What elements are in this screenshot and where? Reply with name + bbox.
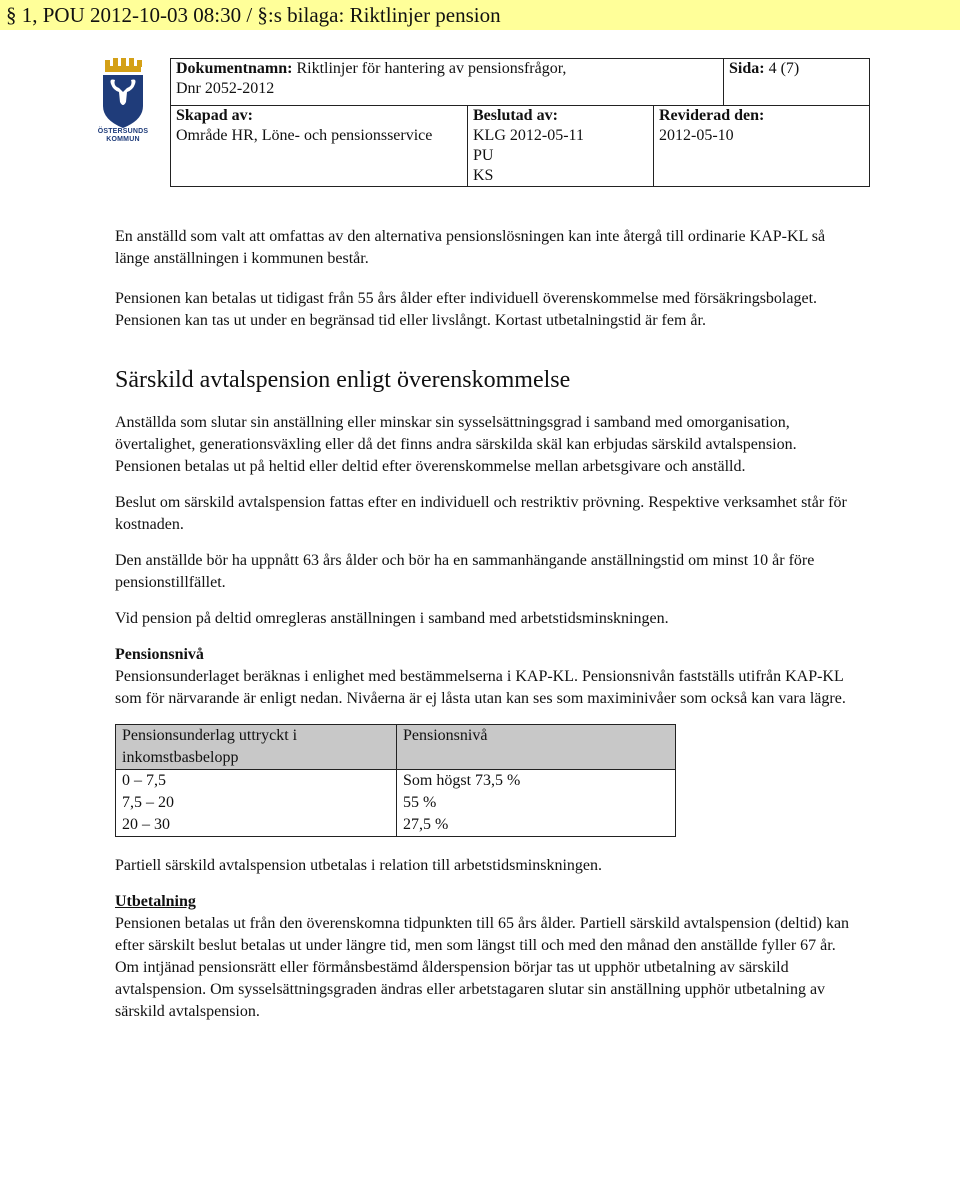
logo-line-1: ÖSTERSUNDS — [97, 128, 149, 135]
level-value: 55 % — [403, 794, 437, 811]
document-name-label: Dokumentnamn: — [176, 60, 293, 77]
paragraph: Partiell särskild avtalspension utbetalas i relation till arbetstidsminskningen. — [115, 857, 603, 874]
decided-by-label: Beslutad av: — [473, 107, 558, 124]
revised-value: 2012-05-10 — [659, 127, 734, 144]
paragraph: Den anställde bör ha uppnått 63 års ålder och bör ha en sammanhängande anställningstid om minst 10 år före pensionstillfället. — [115, 552, 815, 591]
table-cell — [116, 770, 397, 837]
page-cell — [724, 59, 870, 106]
document-title-bar — [0, 0, 960, 30]
paragraph: Anställda som slutar sin anställning eller minskar sin sysselsättningsgrad i samband med omorganisation, övertalighet, generationsväxling eller då det finns andra särskilda skäl kan erbjudas särskild avtalspension. Pensionen betalas ut på heltid eller deltid efter överenskommelse mellan arbetsgivare och anställd. — [115, 414, 797, 475]
subheading-utbetalning: Utbetalning — [115, 893, 196, 910]
table-cell — [397, 770, 676, 837]
decided-by-value: KS — [473, 167, 494, 184]
pension-level-table — [115, 724, 676, 837]
logo-wordmark — [92, 128, 154, 144]
page-label: Sida: — [729, 60, 765, 77]
table-row — [116, 770, 676, 837]
range-value: 20 – 30 — [122, 816, 170, 833]
logo-line-2: KOMMUN — [106, 136, 140, 143]
range-value: 0 – 7,5 — [122, 772, 166, 789]
table-header-row — [116, 725, 676, 770]
document-title: § 1, POU 2012-10-03 08:30 / §:s bilaga: Riktlinjer pension — [6, 3, 501, 27]
decided-by-cell — [468, 106, 654, 187]
revised-label: Reviderad den: — [659, 107, 765, 124]
document-name-value: Riktlinjer för hantering av pensionsfrågor, — [296, 60, 567, 77]
table-header-cell: Pensionsnivå — [397, 725, 676, 770]
paragraph: Pensionen betalas ut från den överenskomna tidpunkten till 65 års ålder. Partiell särskild avtalspension (deltid) kan efter särskilt beslut betalas ut under längre tid, men som längst till och med den månad den anställde fyller 67 år. Om intjänad pensionsrätt eller förmånsbestämd ålderspension börjar tas ut upphör utbetalning av särskild avtalspension. Om sysselsättningsgraden ändras eller arbetstagaren slutar sin anställning upphör utbetalning av särskild avtalspension. — [115, 915, 850, 1020]
level-value: 27,5 % — [403, 816, 449, 833]
document-header-table — [170, 58, 870, 187]
subheading-pensionsniva: Pensionsnivå — [115, 646, 204, 663]
created-by-value: Område HR, Löne- och pensionsservice — [176, 127, 433, 144]
document-name-cell — [171, 59, 724, 106]
created-by-cell — [171, 106, 468, 187]
created-by-label: Skapad av: — [176, 107, 253, 124]
page-value: 4 (7) — [768, 60, 800, 77]
level-value: Som högst 73,5 % — [403, 772, 521, 789]
range-value: 7,5 – 20 — [122, 794, 174, 811]
decided-by-value: KLG 2012-05-11 — [473, 127, 584, 144]
decided-by-value: PU — [473, 147, 494, 164]
table-header-cell: Pensionsunderlag uttryckt i inkomstbasbelopp — [116, 725, 397, 770]
revised-cell — [654, 106, 870, 187]
paragraph: Pensionsunderlaget beräknas i enlighet med bestämmelserna i KAP-KL. Pensionsnivån fastställs utifrån KAP-KL som för närvarande är enligt nedan. Nivåerna är ej låsta utan kan ses som maximinivåer som också kan vara lägre. — [115, 668, 846, 707]
paragraph: Vid pension på deltid omregleras anställningen i samband med arbetstidsminskningen. — [115, 610, 669, 627]
document-body — [115, 226, 855, 1023]
dnr-value: Dnr 2052-2012 — [176, 80, 275, 97]
paragraph: Pensionen kan betalas ut tidigast från 55 års ålder efter individuell överenskommelse med försäkringsbolaget. Pensionen kan tas ut under en begränsad tid eller livslångt. Kortast utbetalningstid är fem år. — [115, 290, 818, 329]
paragraph: En anställd som valt att omfattas av den alternativa pensionslösningen kan inte återgå till ordinarie KAP-KL så länge anställningen i kommunen består. — [115, 228, 826, 267]
section-heading: Särskild avtalspension enligt överenskommelse — [115, 367, 571, 393]
paragraph: Beslut om särskild avtalspension fattas efter en individuell och restriktiv prövning. Respektive verksamhet står för kostnaden. — [115, 494, 847, 533]
